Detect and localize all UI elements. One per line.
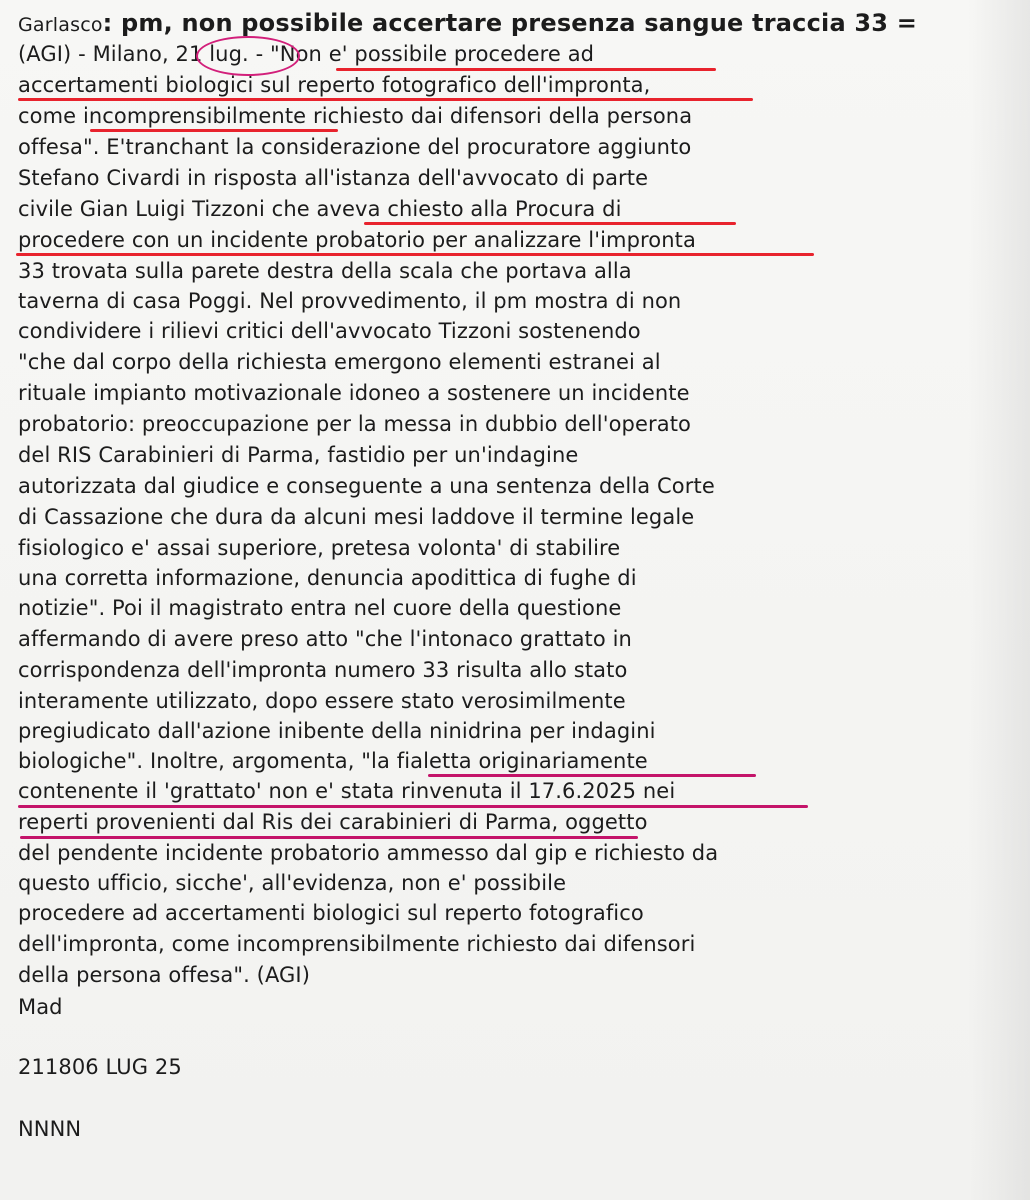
body-line: Stefano Civardi in risposta all'istanza dell'avvocato di parte	[18, 166, 649, 190]
body-line: di Cassazione che dura da alcuni mesi laddove il termine legale	[18, 505, 695, 529]
headline-slug: Garlasco	[18, 14, 103, 36]
body-line: questo ufficio, sicche', all'evidenza, non e' possibile	[18, 871, 567, 895]
body-line: come incomprensibilmente richiesto dai difensori della persona	[18, 104, 693, 128]
body-line: civile Gian Luigi Tizzoni che aveva chiesto alla Procura di	[18, 197, 622, 221]
body-line: biologiche". Inoltre, argomenta, "la fialetta originariamente	[18, 749, 648, 773]
body-line: autorizzata dal giudice e conseguente a una sentenza della Corte	[18, 474, 715, 498]
body-line: affermando di avere preso atto "che l'intonaco grattato in	[18, 627, 632, 651]
red-underline-mark	[336, 68, 716, 71]
date-circle-mark	[196, 36, 300, 76]
body-line: corrispondenza dell'impronta numero 33 risulta allo stato	[18, 658, 628, 682]
body-line: della persona offesa". (AGI)	[18, 963, 311, 987]
body-line: contenente il 'grattato' non e' stata rinvenuta il 17.6.2025 nei	[18, 779, 676, 803]
magenta-underline-mark	[428, 774, 756, 777]
headline	[18, 6, 1028, 42]
body-line: interamente utilizzato, dopo essere stato verosimilmente	[18, 689, 626, 713]
body-line: dell'impronta, come incomprensibilmente richiesto dai difensori	[18, 932, 696, 956]
body-line: fisiologico e' assai superiore, pretesa volonta' di stabilire	[18, 536, 621, 560]
headline-text: : pm, non possibile accertare presenza sangue traccia 33 =	[102, 9, 918, 37]
magenta-underline-mark	[20, 836, 638, 839]
body-line: pregiudicato dall'azione inibente della ninidrina per indagini	[18, 719, 656, 743]
body-line: taverna di casa Poggi. Nel provvedimento, il pm mostra di non	[18, 289, 682, 313]
magenta-underline-mark	[18, 805, 808, 808]
body-line: condividere i rilievi critici dell'avvocato Tizzoni sostenendo	[18, 319, 641, 343]
body-line: rituale impianto motivazionale idoneo a sostenere un incidente	[18, 381, 690, 405]
red-underline-mark	[364, 222, 736, 225]
body-line: del pendente incidente probatorio ammesso dal gip e richiesto da	[18, 841, 719, 865]
body-line: reperti provenienti dal Ris dei carabinieri di Parma, oggetto	[18, 810, 648, 834]
end-marker: NNNN	[18, 1117, 82, 1141]
dispatch-timestamp: 211806 LUG 25	[18, 1055, 182, 1079]
red-underline-mark	[16, 253, 814, 256]
body-line: procedere con un incidente probatorio per analizzare l'impronta	[18, 228, 696, 252]
body-line: una corretta informazione, denuncia apodittica di fughe di	[18, 566, 637, 590]
body-line: (AGI) - Milano, 21 lug. - "Non e' possibile procedere ad	[18, 42, 595, 66]
body-line: del RIS Carabinieri di Parma, fastidio per un'indagine	[18, 443, 579, 467]
body-line: "che dal corpo della richiesta emergono elementi estranei al	[18, 350, 661, 374]
red-underline-mark	[90, 129, 338, 132]
body-line: Mad	[18, 995, 63, 1019]
body-line: notizie". Poi il magistrato entra nel cuore della questione	[18, 596, 622, 620]
body-line: accertamenti biologici sul reperto fotografico dell'impronta,	[18, 73, 651, 97]
body-line: 33 trovata sulla parete destra della scala che portava alla	[18, 259, 632, 283]
body-line: probatorio: preoccupazione per la messa in dubbio dell'operato	[18, 412, 691, 436]
body-line: procedere ad accertamenti biologici sul reperto fotografico	[18, 901, 644, 925]
red-underline-mark	[18, 98, 753, 101]
body-line: offesa". E'tranchant la considerazione del procuratore aggiunto	[18, 135, 692, 159]
